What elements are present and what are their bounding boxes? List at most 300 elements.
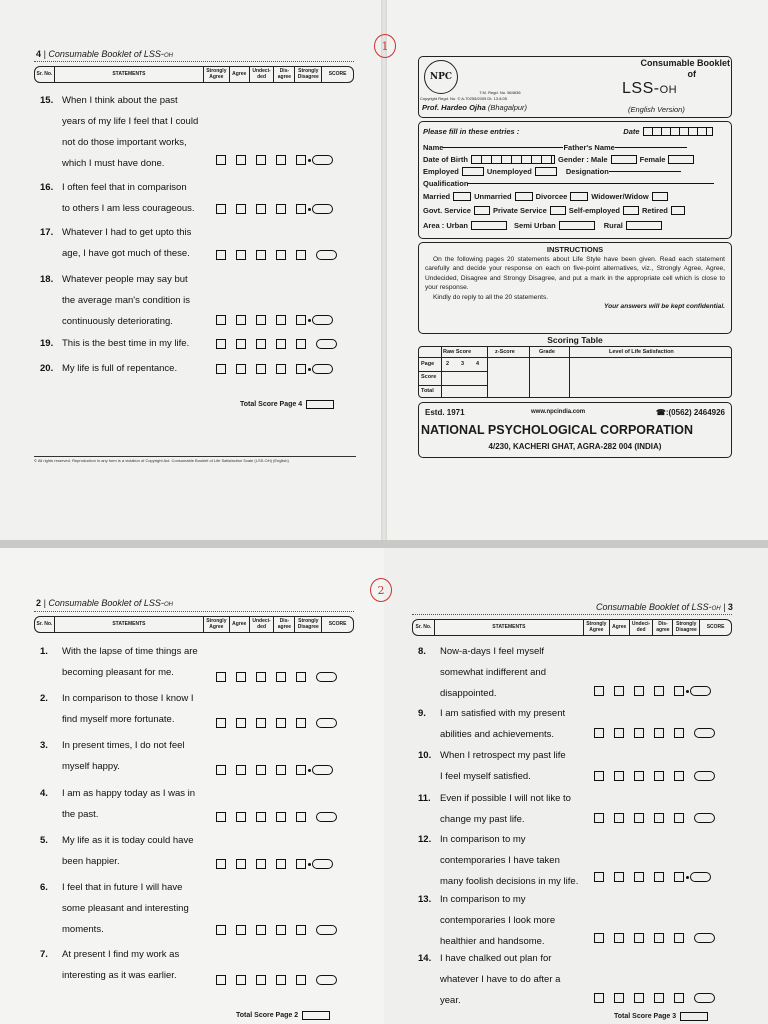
- col-divider: [487, 347, 488, 397]
- response-row-7: [216, 975, 337, 985]
- statement-text: In comparison to my contemporaries I have taken many foolish decisions in my life.: [440, 834, 579, 887]
- page-number: 4: [36, 49, 42, 59]
- score-field[interactable]: [316, 925, 337, 935]
- response-row-18: [216, 315, 333, 325]
- statement-number: 18.: [40, 274, 54, 285]
- response-row-3: [216, 765, 333, 775]
- checkbox-disagree[interactable]: [654, 813, 664, 823]
- unmarried-label: Unmarried: [474, 192, 512, 201]
- checkbox-disagree[interactable]: [654, 686, 664, 696]
- checkbox-strongly-agree[interactable]: [216, 364, 226, 374]
- statement-11: [418, 788, 590, 833]
- checkbox-strongly-disagree[interactable]: [296, 315, 306, 325]
- checkbox-strongly-disagree[interactable]: [674, 872, 684, 882]
- instructions-text: On the following pages 20 statements about Life Style have been given. Read each statement carefully and decide your response on each on five-point alternatives, viz., Strongly Agree, Agree, Undecided, Disagree and Strongy Disagree, and put a mark in the appropriate cell which is close to your response.: [425, 255, 725, 291]
- checkbox-disagree[interactable]: [276, 975, 286, 985]
- checkbox-strongly-agree[interactable]: [216, 672, 226, 682]
- statement-1: [40, 641, 218, 686]
- checkbox-undecided[interactable]: [256, 812, 266, 822]
- response-row-13: [594, 933, 715, 943]
- semi-urban-label: Semi Urban: [514, 221, 556, 230]
- checkbox-agree[interactable]: [614, 933, 624, 943]
- checkbox-strongly-agree[interactable]: [594, 771, 604, 781]
- employment-row: [423, 167, 681, 176]
- statement-number: 1.: [40, 646, 48, 657]
- private-service-checkbox[interactable]: [550, 206, 566, 215]
- checkbox-agree[interactable]: [236, 315, 246, 325]
- col-sr-no: Sr. No.: [35, 67, 55, 82]
- statement-number: 19.: [40, 338, 54, 349]
- checkbox-disagree[interactable]: [276, 204, 286, 214]
- checkbox-strongly-disagree[interactable]: [296, 925, 306, 935]
- score-dot: [308, 368, 311, 371]
- page-num-3: 3: [461, 361, 465, 367]
- statement-14: [418, 948, 590, 1013]
- statement-17: [40, 222, 215, 267]
- instructions-title: INSTRUCTIONS: [546, 245, 604, 254]
- area-row: [423, 221, 665, 230]
- header-title: Consumable Booklet of LSS-: [48, 49, 164, 59]
- statement-9: [418, 703, 590, 748]
- qualification-field[interactable]: [468, 183, 714, 184]
- checkbox-strongly-disagree[interactable]: [296, 765, 306, 775]
- govt-service-label: Govt. Service: [423, 206, 471, 215]
- checkbox-strongly-disagree[interactable]: [296, 975, 306, 985]
- checkbox-strongly-agree[interactable]: [216, 155, 226, 165]
- name-row: [423, 143, 687, 152]
- statement-number: 16.: [40, 182, 54, 193]
- checkbox-strongly-disagree[interactable]: [296, 859, 306, 869]
- checkbox-undecided[interactable]: [256, 765, 266, 775]
- statement-number: 12.: [418, 834, 432, 845]
- checkbox-strongly-agree[interactable]: [216, 859, 226, 869]
- checkbox-strongly-disagree[interactable]: [674, 933, 684, 943]
- checkbox-agree[interactable]: [236, 765, 246, 775]
- checkbox-strongly-agree[interactable]: [594, 728, 604, 738]
- header-suffix: OH: [163, 602, 173, 608]
- checkbox-strongly-agree[interactable]: [594, 813, 604, 823]
- checkbox-disagree[interactable]: [276, 859, 286, 869]
- statement-number: 8.: [418, 646, 426, 657]
- page3-header: Consumable Booklet of LSS-OH | 3: [596, 602, 733, 612]
- circled-page-mark-1: 1: [374, 34, 396, 58]
- statement-18: [40, 269, 215, 334]
- response-row-16: [216, 204, 333, 214]
- checkbox-disagree[interactable]: [276, 155, 286, 165]
- checkbox-strongly-disagree[interactable]: [674, 771, 684, 781]
- level-header: Level of Life Satisfaction: [609, 349, 674, 355]
- response-row-10: [594, 771, 715, 781]
- statement-text: My life as it is today could have been happier.: [62, 835, 194, 867]
- score-field[interactable]: [694, 933, 715, 943]
- retired-label: Retired: [642, 206, 668, 215]
- checkbox-agree[interactable]: [236, 859, 246, 869]
- col-divider: [529, 347, 530, 397]
- total-score-box[interactable]: [306, 400, 334, 409]
- page3-table-header: [412, 619, 732, 636]
- checkbox-strongly-agree[interactable]: [594, 872, 604, 882]
- corporation-name: NATIONAL PSYCHOLOGICAL CORPORATION: [421, 423, 693, 437]
- col-score: SCORE: [706, 623, 725, 630]
- instructions-kindly: Kindly do reply to all the 20 statements.: [433, 293, 549, 301]
- statement-number: 17.: [40, 227, 54, 238]
- checkbox-strongly-disagree[interactable]: [296, 250, 306, 260]
- statement-text: I feel that in future I will have some pleasant and interesting moments.: [62, 882, 189, 935]
- raw-score-header: Raw Score: [443, 349, 472, 355]
- response-row-19: [216, 339, 337, 349]
- score-field[interactable]: [694, 813, 715, 823]
- booklet-title: [560, 58, 730, 80]
- dob-row: [423, 155, 697, 164]
- checkbox-strongly-agree[interactable]: [216, 339, 226, 349]
- checkbox-agree[interactable]: [614, 813, 624, 823]
- statement-text: I am satisfied with my present abilities and achievements.: [440, 708, 566, 740]
- page-num-4: 4: [476, 361, 480, 367]
- statement-text: With the lapse of time things are becoming pleasant for me.: [62, 646, 198, 678]
- col-divider: [441, 347, 442, 397]
- checkbox-agree[interactable]: [236, 155, 246, 165]
- score-field[interactable]: [316, 812, 337, 822]
- unemployed-label: Unemployed: [486, 167, 532, 176]
- col-undecided: Undeci-ded: [250, 617, 275, 632]
- checkbox-undecided[interactable]: [256, 315, 266, 325]
- statement-number: 4.: [40, 788, 48, 799]
- checkbox-agree[interactable]: [614, 771, 624, 781]
- designation-field[interactable]: [609, 171, 681, 172]
- checkbox-strongly-disagree[interactable]: [296, 672, 306, 682]
- website: www.npcindia.com: [531, 409, 586, 415]
- semi-urban-checkbox[interactable]: [559, 221, 595, 230]
- divorcee-label: Divorcee: [535, 192, 568, 201]
- female-checkbox[interactable]: [668, 155, 694, 164]
- col-sr-no: Sr. No.: [35, 617, 55, 632]
- col-score: SCORE: [328, 620, 347, 627]
- response-row-11: [594, 813, 715, 823]
- checkbox-strongly-disagree[interactable]: [296, 155, 306, 165]
- total-score-page-4: [240, 400, 334, 409]
- statement-text: When I retrospect my past life I feel myself satisfied.: [440, 750, 566, 782]
- checkbox-undecided[interactable]: [634, 933, 644, 943]
- statement-20: [40, 358, 220, 380]
- checkbox-agree[interactable]: [236, 672, 246, 682]
- total-score-box[interactable]: [302, 1011, 330, 1020]
- checkbox-agree[interactable]: [236, 250, 246, 260]
- marital-row: [423, 192, 671, 201]
- score-dot: [686, 690, 689, 693]
- checkbox-strongly-disagree[interactable]: [674, 813, 684, 823]
- gender-female-label: Female: [639, 155, 666, 164]
- score-field[interactable]: [312, 765, 333, 775]
- checkbox-undecided[interactable]: [634, 993, 644, 1003]
- checkbox-strongly-disagree[interactable]: [674, 993, 684, 1003]
- statement-text: I am as happy today as I was in the past.: [62, 788, 196, 820]
- booklet-of: of: [687, 69, 696, 79]
- page2-table-header: [34, 616, 354, 633]
- score-field[interactable]: [316, 250, 337, 260]
- statement-8: [418, 641, 590, 706]
- self-employed-checkbox[interactable]: [623, 206, 639, 215]
- male-checkbox[interactable]: [611, 155, 637, 164]
- married-checkbox[interactable]: [453, 192, 471, 201]
- copyright-footer: © All rights reserved. Reproduction in any form is a violation of Copyright Act. Consumable Booklet of Life Satisfaction Scale (LSS-OH) (English): [34, 456, 356, 463]
- score-field[interactable]: [694, 993, 715, 1003]
- col-undecided: Undeci-ded: [250, 67, 275, 82]
- total-score-label: Total Score Page 4: [240, 401, 303, 408]
- personal-details-box: [418, 121, 732, 239]
- divorcee-checkbox[interactable]: [570, 192, 588, 201]
- test-code-text: LSS-: [622, 80, 660, 97]
- total-score-page-3: [614, 1012, 708, 1021]
- checkbox-agree[interactable]: [236, 204, 246, 214]
- checkbox-undecided[interactable]: [256, 925, 266, 935]
- statement-text: Now-a-days I feel myself somewhat indifferent and disappointed.: [440, 646, 546, 699]
- col-disagree: Dis-agree: [274, 67, 295, 82]
- checkbox-disagree[interactable]: [654, 933, 664, 943]
- govt-service-checkbox[interactable]: [474, 206, 490, 215]
- statement-text: This is the best time in my life.: [62, 338, 190, 349]
- col-strongly-disagree: Strongly Disagree: [673, 620, 700, 635]
- statement-number: 15.: [40, 95, 54, 106]
- checkbox-strongly-disagree[interactable]: [674, 686, 684, 696]
- row-divider: [419, 357, 731, 358]
- col-statements: STATEMENTS: [55, 617, 204, 632]
- score-field[interactable]: [694, 771, 715, 781]
- col-sr-no: Sr. No.: [413, 620, 435, 635]
- checkbox-agree[interactable]: [614, 993, 624, 1003]
- checkbox-disagree[interactable]: [654, 728, 664, 738]
- score-field[interactable]: [316, 718, 337, 728]
- rural-label: Rural: [603, 221, 623, 230]
- col-score: SCORE: [328, 70, 347, 77]
- checkbox-strongly-disagree[interactable]: [296, 718, 306, 728]
- response-row-14: [594, 993, 715, 1003]
- col-strongly-disagree: Strongly Disagree: [295, 67, 322, 82]
- date-label: Date: [623, 127, 640, 136]
- checkbox-strongly-agree[interactable]: [216, 718, 226, 728]
- father-name-field[interactable]: [615, 147, 687, 148]
- statement-12: [418, 829, 590, 894]
- page-number: 2: [36, 598, 42, 608]
- score-field[interactable]: [312, 315, 333, 325]
- response-row-17: [216, 250, 337, 260]
- z-score-header: z-Score: [495, 349, 515, 355]
- service-row: [423, 206, 688, 215]
- date-field[interactable]: [643, 127, 713, 136]
- unmarried-checkbox[interactable]: [515, 192, 533, 201]
- score-field[interactable]: [316, 975, 337, 985]
- checkbox-strongly-agree[interactable]: [594, 686, 604, 696]
- score-field[interactable]: [312, 364, 333, 374]
- checkbox-undecided[interactable]: [634, 813, 644, 823]
- checkbox-strongly-disagree[interactable]: [296, 204, 306, 214]
- private-service-label: Private Service: [492, 206, 547, 215]
- response-row-8: [594, 686, 711, 696]
- statement-16: [40, 177, 215, 222]
- author-name: Prof. Hardeo Ojha: [422, 103, 486, 112]
- checkbox-agree[interactable]: [614, 728, 624, 738]
- checkbox-strongly-agree[interactable]: [216, 204, 226, 214]
- checkbox-strongly-agree[interactable]: [216, 765, 226, 775]
- unemployed-checkbox[interactable]: [535, 167, 557, 176]
- statement-13: [418, 889, 590, 954]
- dob-label: Date of Birth: [423, 155, 468, 164]
- checkbox-undecided[interactable]: [256, 672, 266, 682]
- checkbox-undecided[interactable]: [256, 155, 266, 165]
- checkbox-undecided[interactable]: [256, 250, 266, 260]
- score-field[interactable]: [312, 204, 333, 214]
- checkbox-undecided[interactable]: [256, 339, 266, 349]
- checkbox-disagree[interactable]: [654, 872, 664, 882]
- statement-text: I often feel that in comparison to others I am less courageous.: [62, 182, 195, 214]
- scoring-table: [418, 346, 732, 398]
- checkbox-agree[interactable]: [236, 339, 246, 349]
- statement-6: [40, 877, 218, 942]
- name-field[interactable]: [443, 147, 563, 148]
- statement-number: 11.: [418, 793, 431, 804]
- checkbox-agree[interactable]: [236, 925, 246, 935]
- score-field[interactable]: [316, 672, 337, 682]
- total-score-label: Total Score Page 2: [236, 1012, 299, 1019]
- col-strongly-agree: Strongly Agree: [204, 617, 230, 632]
- statement-2: [40, 688, 218, 733]
- checkbox-strongly-agree[interactable]: [216, 975, 226, 985]
- statement-number: 13.: [418, 894, 432, 905]
- checkbox-undecided[interactable]: [256, 364, 266, 374]
- phone-number: ☎:(0562) 2464926: [655, 408, 725, 417]
- statement-number: 6.: [40, 882, 48, 893]
- scoring-table-title: Scoring Table: [547, 335, 603, 345]
- score-field[interactable]: [316, 339, 337, 349]
- checkbox-strongly-agree[interactable]: [594, 993, 604, 1003]
- checkbox-disagree[interactable]: [654, 771, 664, 781]
- checkbox-agree[interactable]: [236, 812, 246, 822]
- checkbox-strongly-disagree[interactable]: [296, 339, 306, 349]
- checkbox-undecided[interactable]: [256, 859, 266, 869]
- npc-logo: NPC: [424, 60, 458, 94]
- checkbox-undecided[interactable]: [634, 728, 644, 738]
- row-divider: [419, 371, 487, 372]
- checkbox-disagree[interactable]: [276, 718, 286, 728]
- circled-page-mark-2: 2: [370, 578, 392, 602]
- checkbox-agree[interactable]: [614, 872, 624, 882]
- self-employed-label: Self-employed: [568, 206, 621, 215]
- response-row-1: [216, 672, 337, 682]
- score-dot: [308, 159, 311, 162]
- checkbox-disagree[interactable]: [276, 250, 286, 260]
- checkbox-strongly-disagree[interactable]: [296, 812, 306, 822]
- checkbox-undecided[interactable]: [256, 718, 266, 728]
- checkbox-strongly-disagree[interactable]: [674, 728, 684, 738]
- checkbox-disagree[interactable]: [276, 672, 286, 682]
- score-field[interactable]: [690, 686, 711, 696]
- checkbox-agree[interactable]: [236, 364, 246, 374]
- checkbox-strongly-agree[interactable]: [594, 933, 604, 943]
- urban-checkbox[interactable]: [471, 221, 507, 230]
- col-strongly-agree: Strongly Agree: [204, 67, 230, 82]
- total-score-box[interactable]: [680, 1012, 708, 1021]
- checkbox-agree[interactable]: [236, 718, 246, 728]
- statement-number: 20.: [40, 363, 54, 374]
- author-place: (Bhagalpur): [487, 103, 528, 112]
- retired-checkbox[interactable]: [671, 206, 685, 215]
- father-name-label: Father's Name: [563, 143, 615, 152]
- checkbox-strongly-agree[interactable]: [216, 812, 226, 822]
- checkbox-undecided[interactable]: [256, 975, 266, 985]
- statement-text: Whatever people may say but the average man's condition is continuously deteriorating.: [62, 274, 191, 327]
- checkbox-undecided[interactable]: [634, 872, 644, 882]
- score-field[interactable]: [312, 859, 333, 869]
- statement-15: [40, 90, 215, 180]
- version: (English Version): [628, 105, 685, 114]
- score-dot: [686, 876, 689, 879]
- statement-19: [40, 333, 220, 355]
- checkbox-disagree[interactable]: [276, 339, 286, 349]
- score-dot: [308, 208, 311, 211]
- checkbox-disagree[interactable]: [276, 765, 286, 775]
- copyright-registration: Copyright Regd. No. © A-70255/2005 Dt. 13.8.05: [420, 96, 508, 101]
- instructions-box: [418, 242, 732, 334]
- corporation-address: 4/230, KACHERI GHAT, AGRA-282 004 (INDIA): [488, 442, 662, 451]
- statement-7: [40, 944, 218, 989]
- statement-text: In comparison to my contemporaries I look more healthier and handsome.: [440, 894, 556, 947]
- total-score-label: Total Score Page 3: [614, 1013, 677, 1020]
- checkbox-undecided[interactable]: [634, 686, 644, 696]
- publisher-box: [418, 402, 732, 458]
- statement-text: In present times, I do not feel myself happy.: [62, 740, 185, 772]
- rural-checkbox[interactable]: [626, 221, 662, 230]
- col-divider: [569, 347, 570, 397]
- header-title: Consumable Booklet of LSS-: [596, 602, 712, 612]
- score-field[interactable]: [694, 728, 715, 738]
- author-line: [422, 103, 527, 112]
- widower-checkbox[interactable]: [652, 192, 668, 201]
- checkbox-disagree[interactable]: [654, 993, 664, 1003]
- checkbox-strongly-agree[interactable]: [216, 315, 226, 325]
- checkbox-undecided[interactable]: [634, 771, 644, 781]
- total-row-label: Total: [421, 388, 434, 394]
- score-field[interactable]: [690, 872, 711, 882]
- checkbox-undecided[interactable]: [256, 204, 266, 214]
- statement-text: When I think about the past years of my life I feel that I could not do those important works, which I must have done.: [62, 95, 199, 169]
- checkbox-strongly-agree[interactable]: [216, 925, 226, 935]
- checkbox-disagree[interactable]: [276, 315, 286, 325]
- checkbox-disagree[interactable]: [276, 812, 286, 822]
- dob-field[interactable]: [471, 155, 555, 164]
- widower-label: Widower/Widow: [591, 192, 649, 201]
- checkbox-disagree[interactable]: [276, 364, 286, 374]
- checkbox-disagree[interactable]: [276, 925, 286, 935]
- page4-header: 4 | Consumable Booklet of LSS-OH: [36, 49, 173, 59]
- score-field[interactable]: [312, 155, 333, 165]
- employed-checkbox[interactable]: [462, 167, 484, 176]
- fill-prompt-text: Please fill in these entries :: [423, 127, 520, 136]
- statement-number: 2.: [40, 693, 48, 704]
- response-row-20: [216, 364, 333, 374]
- statement-number: 3.: [40, 740, 48, 751]
- col-statements: STATEMENTS: [55, 67, 204, 82]
- page-number: 3: [727, 602, 733, 612]
- statement-text: In comparison to those I know I find myself more fortunate.: [62, 693, 194, 725]
- urban-label: Area : Urban: [423, 221, 469, 230]
- col-strongly-agree: Strongly Agree: [584, 620, 610, 635]
- checkbox-agree[interactable]: [236, 975, 246, 985]
- checkbox-agree[interactable]: [614, 686, 624, 696]
- statement-10: [418, 745, 590, 790]
- checkbox-strongly-agree[interactable]: [216, 250, 226, 260]
- col-disagree: Dis-agree: [274, 617, 295, 632]
- checkbox-strongly-disagree[interactable]: [296, 364, 306, 374]
- confidential-note: Your answers will be kept confidential.: [603, 303, 725, 310]
